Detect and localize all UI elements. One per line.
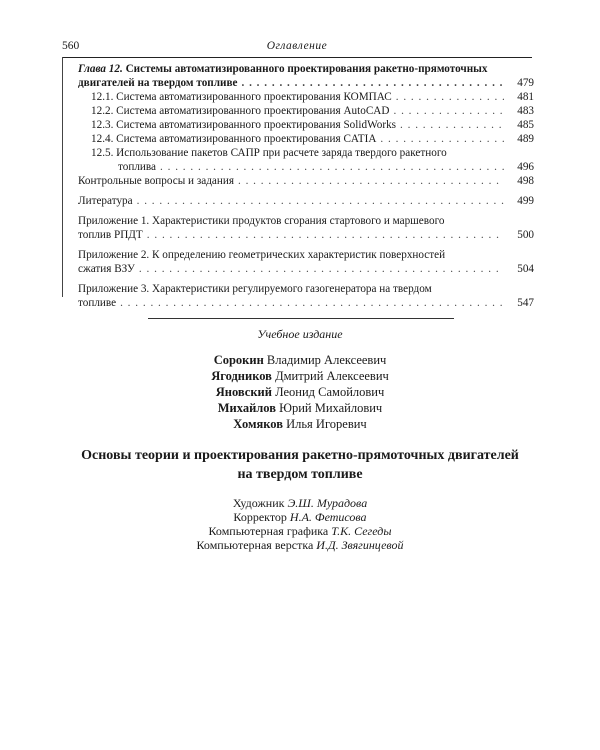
appendix-page: 504 <box>517 263 534 275</box>
toc-appendix-entry <box>78 248 534 276</box>
author <box>40 352 560 368</box>
credit-role: Компьютерная верстка <box>196 538 314 552</box>
chapter-page: 479 <box>517 77 534 89</box>
author <box>40 416 560 432</box>
credit <box>40 524 560 538</box>
appendix-title-line1: Приложение 1. Характеристики продуктов сгорания стартового и маршевого <box>78 215 445 227</box>
leader-dots <box>241 76 504 90</box>
appendix-title-line1: Приложение 2. К определению геометрических характеристик поверхностей <box>78 249 446 261</box>
literature-page: 499 <box>517 195 534 207</box>
chapter-title-line2: двигателей на твердом топливе <box>78 77 238 89</box>
section-page: 483 <box>517 105 534 117</box>
credit-name: И.Д. Звягинцевой <box>316 538 404 552</box>
toc-section-entry <box>78 118 534 132</box>
credit-role: Художник <box>232 496 285 510</box>
toc-appendix-entry <box>78 214 534 242</box>
author-names: Илья Игоревич <box>286 417 367 431</box>
leader-dots <box>380 132 504 146</box>
author-names: Владимир Алексеевич <box>266 353 387 367</box>
book-title-line1: Основы теории и проектирования ракетно-прямоточных двигателей <box>81 448 519 463</box>
toc-chapter-entry <box>78 62 534 90</box>
credit-name: Т.К. Сегеды <box>331 524 392 538</box>
leader-dots <box>238 174 504 188</box>
credits-list <box>40 496 560 552</box>
leader-dots <box>137 194 504 208</box>
credit <box>40 510 560 524</box>
author-names: Дмитрий Алексеевич <box>275 369 389 383</box>
toc-appendix-entry <box>78 282 534 310</box>
literature-title: Литература <box>78 195 133 207</box>
authors-list <box>40 352 560 432</box>
author-names: Леонид Самойлович <box>275 385 385 399</box>
appendix-title-line2: топливе <box>78 297 117 309</box>
section-page: 496 <box>517 161 534 173</box>
running-header <box>62 40 532 56</box>
section-title-line2: топлива <box>118 161 156 173</box>
credit <box>40 496 560 510</box>
chapter-label: Глава 12. <box>78 63 123 75</box>
colophon <box>40 326 560 552</box>
section-title-line1: 12.5. Использование пакетов САПР при расчете заряда твердого ракетного <box>91 147 447 159</box>
running-title: Оглавление <box>266 40 328 52</box>
leader-dots <box>147 228 504 242</box>
appendix-page: 547 <box>517 297 534 309</box>
section-title: 12.1. Система автоматизированного проектирования КОМПАС <box>91 91 392 103</box>
appendix-title-line2: сжатия ВЗУ <box>78 263 135 275</box>
toc-literature-entry <box>78 194 534 208</box>
section-page: 481 <box>517 91 534 103</box>
credit-role: Компьютерная графика <box>208 524 329 538</box>
appendix-page: 500 <box>517 229 534 241</box>
author-surname: Хомяков <box>233 417 283 431</box>
leader-dots <box>160 160 504 174</box>
section-page: 489 <box>517 133 534 145</box>
questions-title: Контрольные вопросы и задания <box>78 175 234 187</box>
credit-role: Корректор <box>233 510 287 524</box>
section-title: 12.4. Система автоматизированного проектирования CATIA <box>91 133 377 145</box>
toc-questions-entry <box>78 174 534 188</box>
header-rule <box>62 57 532 58</box>
credit-name: Н.А. Фетисова <box>289 510 367 524</box>
table-of-contents <box>78 62 534 310</box>
leader-dots <box>120 296 504 310</box>
edition-type: Учебное издание <box>257 327 343 341</box>
questions-page: 498 <box>517 175 534 187</box>
section-page: 485 <box>517 119 534 131</box>
leader-dots <box>393 104 504 118</box>
author-surname: Ягодников <box>211 369 272 383</box>
author-surname: Сорокин <box>213 353 264 367</box>
toc-section-entry <box>78 132 534 146</box>
book-title-line2: на твердом топливе <box>237 467 363 482</box>
book-title <box>40 446 560 484</box>
author <box>40 384 560 400</box>
credit <box>40 538 560 552</box>
author-surname: Михайлов <box>217 401 276 415</box>
toc-section-entry <box>78 146 534 174</box>
author <box>40 368 560 384</box>
author <box>40 400 560 416</box>
leader-dots <box>400 118 504 132</box>
chapter-title-line1: Системы автоматизированного проектирования ракетно-прямоточных <box>125 63 488 75</box>
section-title: 12.3. Система автоматизированного проектирования SolidWorks <box>91 119 397 131</box>
toc-section-entry <box>78 90 534 104</box>
appendix-title-line2: топлив РПДТ <box>78 229 143 241</box>
leader-dots <box>396 90 504 104</box>
page-number: 560 <box>62 40 80 52</box>
toc-section-entry <box>78 104 534 118</box>
section-divider <box>148 318 454 319</box>
toc-margin-line <box>62 57 63 297</box>
author-names: Юрий Михайлович <box>279 401 383 415</box>
leader-dots <box>139 262 504 276</box>
section-title: 12.2. Система автоматизированного проектирования AutoCAD <box>91 105 390 117</box>
appendix-title-line1: Приложение 3. Характеристики регулируемого газогенератора на твердом <box>78 283 432 295</box>
author-surname: Яновский <box>215 385 272 399</box>
credit-name: Э.Ш. Мурадова <box>287 496 368 510</box>
